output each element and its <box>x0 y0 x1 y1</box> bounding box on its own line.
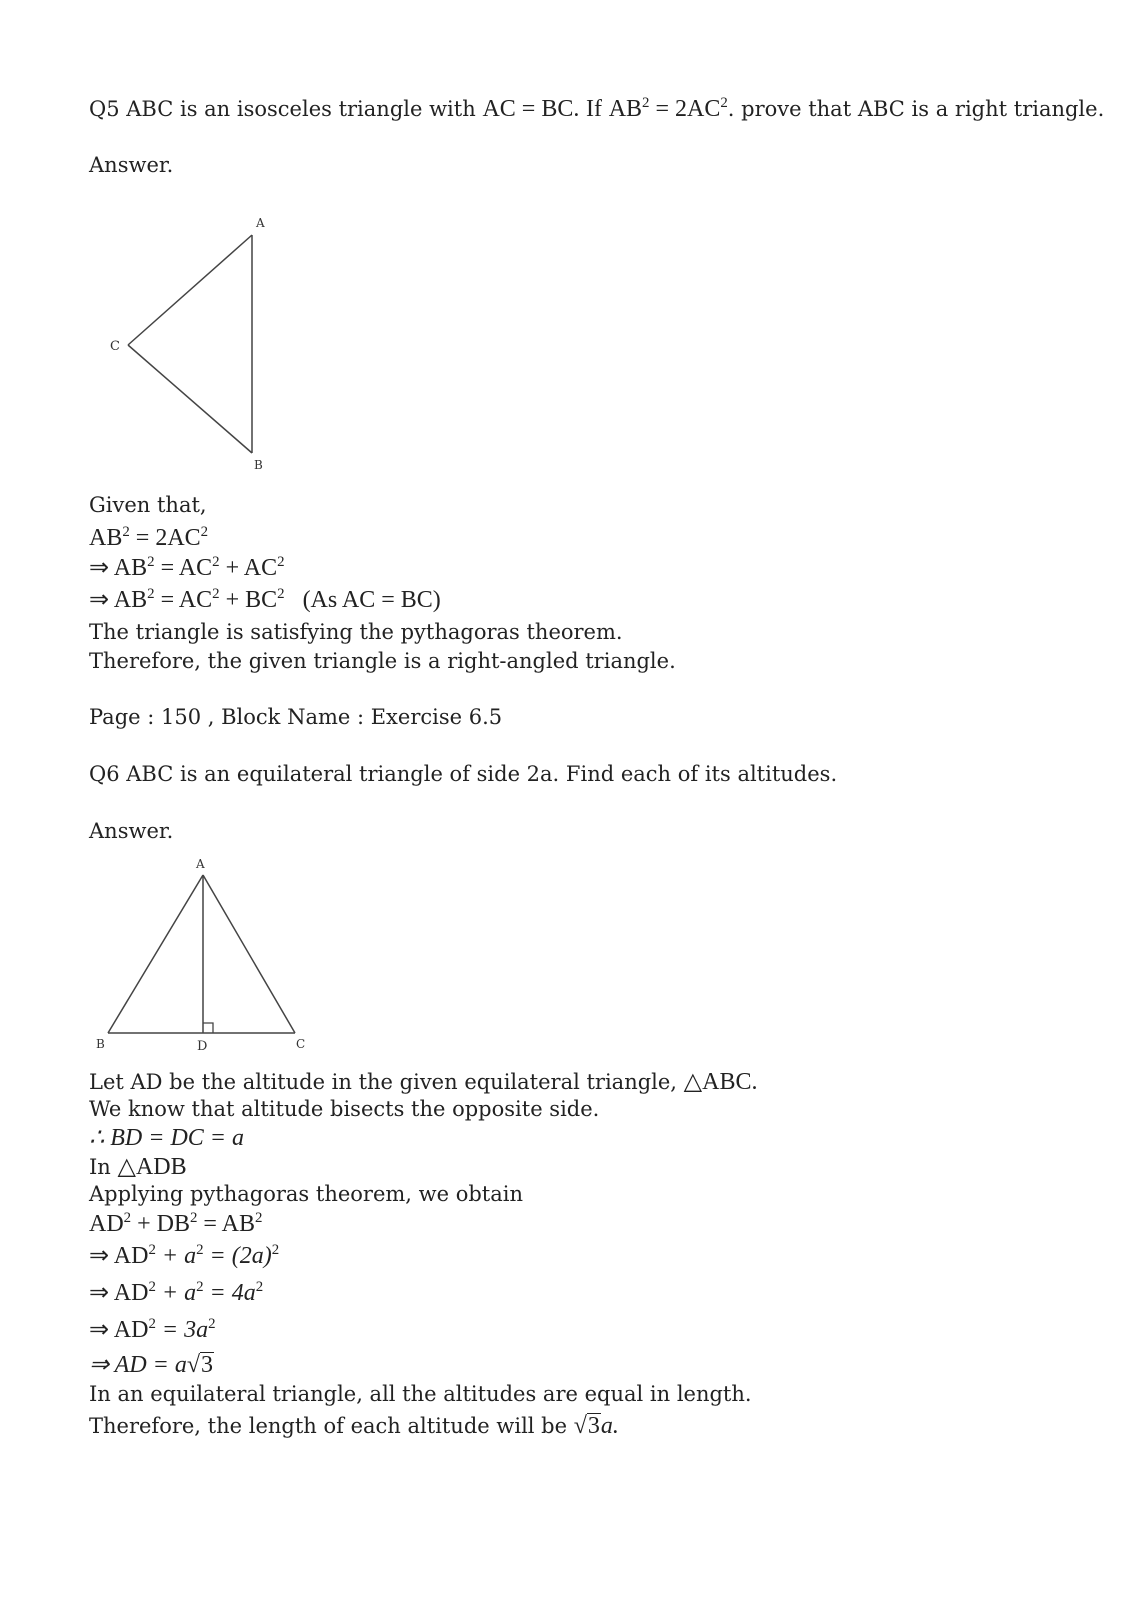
q6-eq-2: ⇒ $AD^2 + a^2 = (2a)^2$ <box>89 1242 280 1269</box>
q6-vertex-a: A <box>196 857 205 871</box>
q5-step2: ⇒ $AB^2 = AC^2 + AC^2$ <box>89 554 285 581</box>
q6-vertex-d: D <box>197 1039 208 1054</box>
q6-final-1: In an equilateral triangle, all the altitudes are equal in length. <box>89 1382 752 1406</box>
q6-line-4-math: △ADB <box>117 1154 187 1180</box>
q5-text-after: . prove that ABC is a right triangle. <box>727 97 1105 121</box>
q5-question <box>89 97 1104 121</box>
q6-triangle-diagram <box>90 850 330 1060</box>
q6-question <box>89 764 837 785</box>
q5-text-before: ABC is an isosceles triangle with <box>126 97 476 121</box>
q5-vertex-a: A <box>256 216 265 230</box>
q6-line-5: Applying pythagoras theorem, we obtain <box>89 1182 524 1206</box>
q6-label: Q6 <box>89 762 120 786</box>
q6-line-2: We know that altitude bisects the opposite side. <box>89 1097 600 1121</box>
sqrt-symbol: √3 <box>186 1352 214 1378</box>
q6-final-2: Therefore, the length of each altitude will be √3a. <box>89 1413 619 1439</box>
q5-conclusion-2: Therefore, the given triangle is a right-angled triangle. <box>89 649 676 673</box>
q6-question-text: ABC is an equilateral triangle of side 2a. Find each of its altitudes. <box>126 762 838 786</box>
q6-right-angle-mark <box>203 1023 213 1033</box>
q6-line-1-math: △ABC. <box>683 1069 758 1095</box>
sqrt-symbol: √3 <box>573 1413 600 1439</box>
q5-side-ca <box>128 235 252 345</box>
q5-label: Q5 <box>89 97 120 121</box>
q5-answer-label: Answer. <box>89 153 174 177</box>
q6-answer-label: Answer. <box>89 819 174 843</box>
q6-eq-1: $AD^2 + DB^2 = AB^2$ <box>89 1210 263 1237</box>
q5-side-cb <box>128 345 252 453</box>
q6-line-4: In △ADB <box>89 1154 187 1180</box>
q6-vertex-b: B <box>96 1037 105 1051</box>
q6-eq-3: ⇒ $AD^2 + a^2 = 4a^2$ <box>89 1279 264 1306</box>
q6-line-3: ∴ BD = DC = a <box>89 1125 244 1151</box>
q6-line-1: Let AD be the altitude in the given equilateral triangle, △ABC. <box>89 1069 758 1095</box>
q5-step3-note: (As AC = BC) <box>302 587 441 613</box>
q5-conclusion-1: The triangle is satisfying the pythagoras theorem. <box>89 620 623 644</box>
q5-step1: $AB^2 = 2AC^2$ <box>89 524 209 551</box>
q6-side-ac <box>203 875 295 1033</box>
q6-eq-5: ⇒ AD = a√3 <box>89 1352 214 1378</box>
q5-condition: AC = BC. <box>482 96 580 122</box>
q5-given-that: Given that, <box>89 493 207 517</box>
q6-vertex-c: C <box>296 1037 306 1051</box>
q5-vertex-c: C <box>110 339 120 354</box>
q5-step3: ⇒ $AB^2 = AC^2 + BC^2$ (As AC = BC) <box>89 586 441 613</box>
q5-vertex-b: B <box>254 458 263 472</box>
q5-triangle-diagram <box>100 205 280 475</box>
q6-side-ab <box>108 875 203 1033</box>
q5-given-eq: $AB^2 = 2AC^2$ <box>608 95 728 122</box>
q5-if: If <box>586 96 602 122</box>
q6-eq-4: ⇒ $AD^2 = 3a^2$ <box>89 1316 216 1343</box>
page-info: Page : 150 , Block Name : Exercise 6.5 <box>89 705 503 729</box>
